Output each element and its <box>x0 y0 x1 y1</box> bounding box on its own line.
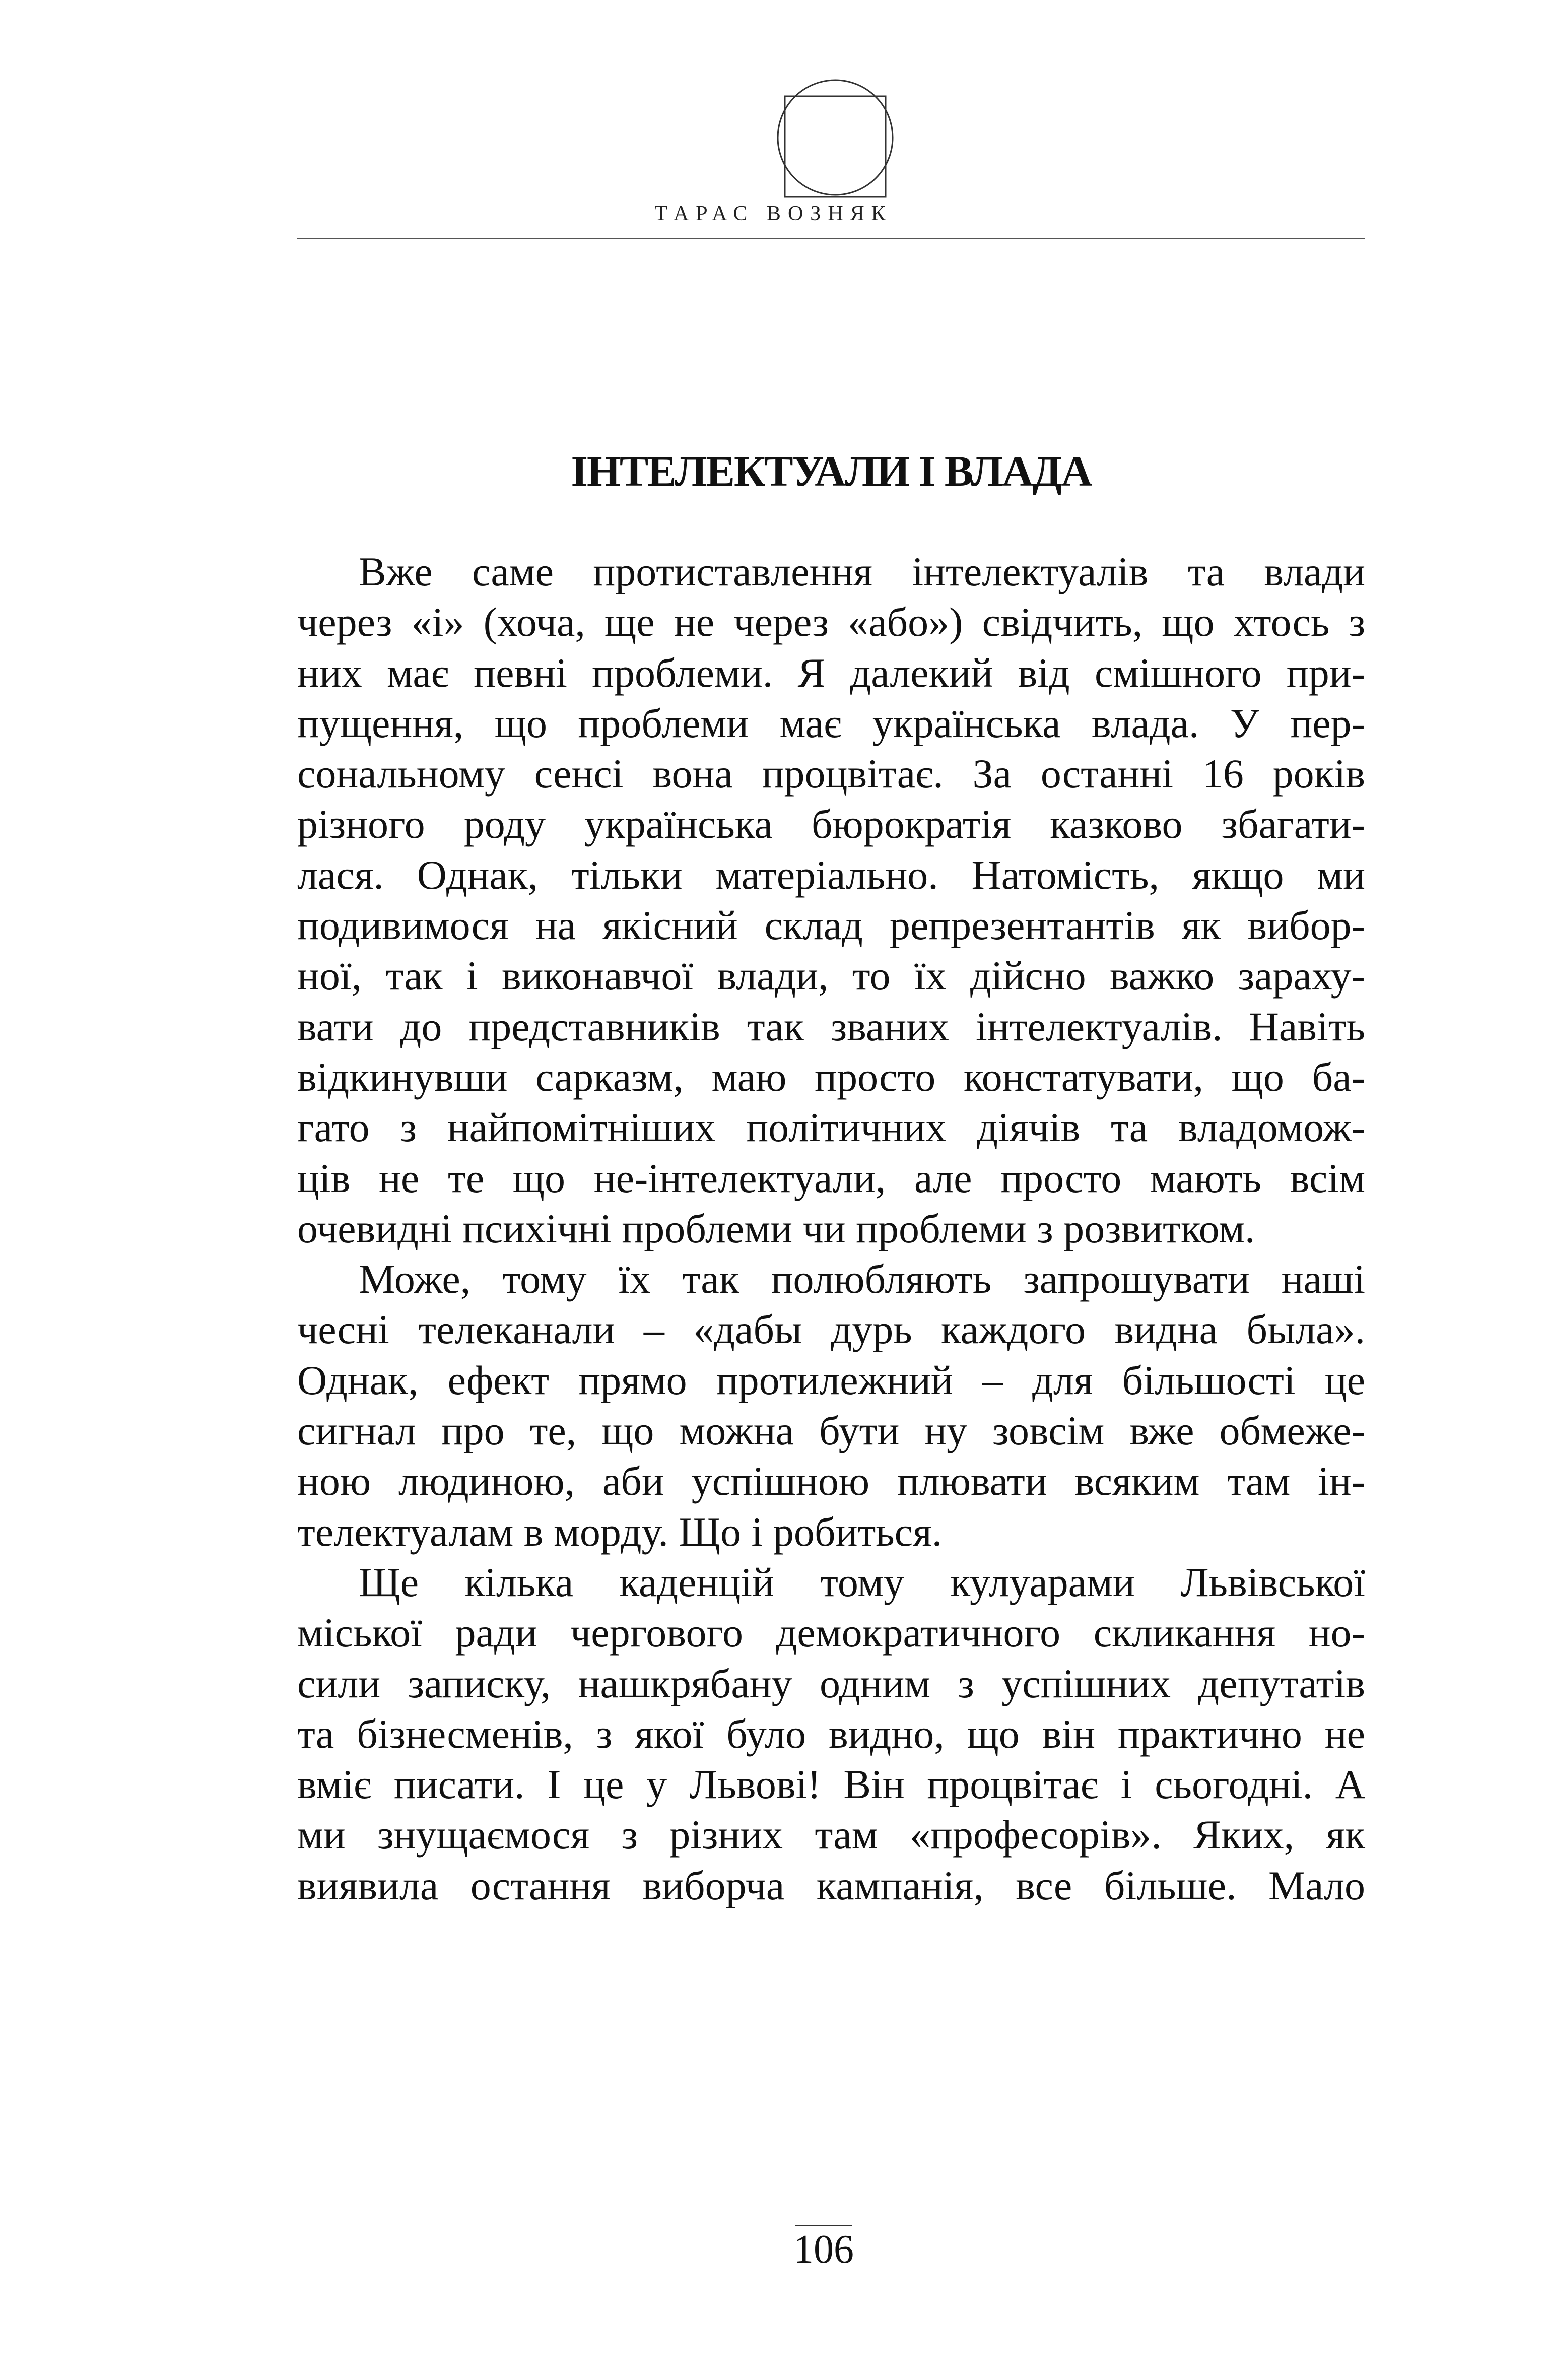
text-line: сигнал про те, що можна бути ну зовсім вже обмеже- <box>297 1408 1365 1454</box>
chapter-title: ІНТЕЛЕКТУАЛИ І ВЛАДА <box>571 447 1092 495</box>
text-line: подивимося на якісний склад репрезентантів як вибор- <box>297 902 1365 949</box>
text-line: виявила остання виборча кампанія, все більше. Мало <box>297 1862 1365 1908</box>
running-head: ТАРАС ВОЗНЯК <box>654 202 893 225</box>
text-line: телектуалам в морду. Що і робиться. <box>297 1508 943 1555</box>
page-number: 106 <box>793 2227 854 2272</box>
text-line: через «і» (хоча, ще не через «або») свідчить, що хтось з <box>297 599 1365 645</box>
text-line: ною людиною, аби успішною плювати всяким там ін- <box>297 1458 1365 1504</box>
text-line: вати до представників так званих інтелектуалів. Навіть <box>297 1003 1365 1049</box>
text-line: ної, так і виконавчої влади, то їх дійсно важко зараху- <box>297 953 1365 999</box>
page-number-rule <box>795 2225 852 2226</box>
text-line: гато з найпомітніших політичних діячів та владомож- <box>297 1104 1365 1151</box>
text-line: пущення, що проблеми має українська влада. У пер- <box>297 700 1365 746</box>
text-line: ців не те що не-інтелектуали, але просто мають всім <box>297 1155 1365 1201</box>
text-line: відкинувши сарказм, маю просто констатувати, що ба- <box>297 1053 1365 1100</box>
text-line: лася. Однак, тільки матеріально. Натомість, якщо ми <box>297 851 1365 898</box>
text-line: чесні телеканали – «дабы дурь каждого видна была». <box>297 1306 1365 1353</box>
text-line: очевидні психічні проблеми чи проблеми з розвитком. <box>297 1205 1255 1251</box>
text-line: та бізнесменів, з якої було видно, що він практично не <box>297 1710 1365 1757</box>
text-line: вміє писати. І це у Львові! Він процвітає і сьогодні. А <box>297 1761 1365 1808</box>
text-line: міської ради чергового демократичного скликання но- <box>297 1610 1365 1656</box>
text-line: сональному сенсі вона процвітає. За останні 16 років <box>297 751 1365 797</box>
text-line: них має певні проблеми. Я далекий від смішного при- <box>297 649 1365 696</box>
text-line: сили записку, нашкрябану одним з успішних депутатів <box>297 1660 1365 1706</box>
header-divider <box>297 238 1365 239</box>
text-line: Може, тому їх так полюбляють запрошувати наші <box>359 1256 1365 1302</box>
text-line: Однак, ефект прямо протилежний – для більшості це <box>297 1357 1365 1403</box>
circle-square-emblem-icon <box>772 75 898 201</box>
text-line: ми знущаємося з різних там «професорів». Яких, як <box>297 1812 1365 1858</box>
text-line: різного роду українська бюрократія казково збагати- <box>297 801 1365 847</box>
text-line: Вже саме протиставлення інтелектуалів та влади <box>359 549 1365 594</box>
body-text <box>297 547 1365 1911</box>
text-line: Ще кілька каденцій тому кулуарами Львівської <box>359 1559 1365 1605</box>
